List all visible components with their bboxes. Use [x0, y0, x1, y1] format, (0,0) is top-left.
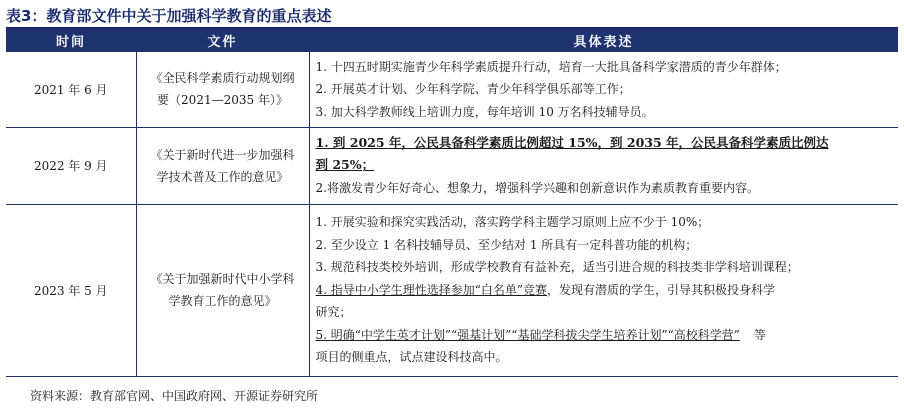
row-doc [136, 204, 309, 376]
desc-item [316, 324, 893, 347]
header-time: 时间 [6, 29, 136, 52]
header-doc: 文件 [136, 29, 309, 52]
doc-line: 学教育工作的意见》 [168, 294, 277, 308]
desc-item: 研究； [315, 305, 352, 320]
doc-line: 要（2021—2035 年）》 [157, 93, 288, 108]
table-row [6, 204, 898, 376]
table-row [6, 52, 898, 127]
desc-text: 等 [753, 327, 766, 342]
row-desc [309, 204, 898, 376]
table-row [6, 127, 898, 204]
header-desc: 具体表述 [309, 29, 898, 52]
desc-item-bold: 到 25%； [315, 157, 375, 173]
doc-line: 《全民科学素质行动规划纲 [150, 71, 295, 86]
source-note: 资料来源：教育部官网、中国政府网、开源证券研究所 [30, 389, 319, 403]
desc-item-bold: 1. 到 2025 年，公民具备科学素质比例超过 15%，到 2035 年，公民具备科学素质比例达 [315, 134, 829, 150]
row-time: 2021 年 6 月 [6, 52, 136, 127]
doc-line: 《关于新时代进一步加强科 [150, 147, 295, 162]
desc-item: 1. 开展实验和探究实践活动，落实跨学科主题学习原则上应不少于 10%； [315, 215, 710, 230]
row-desc [309, 52, 898, 127]
doc-line: 《关于加强新时代中小学科 [150, 272, 295, 286]
desc-item: 3. 加大科学教师线上培训力度，每年培训 10 万名科技辅导员。 [315, 104, 654, 119]
desc-item: 1. 十四五时期实施青少年科学素质提升行动，培育一大批具备科学家潜质的青少年群体； [315, 59, 787, 74]
policy-table [6, 29, 898, 377]
doc-line: 学技术普及工作的意见》 [156, 169, 289, 184]
table-title: 表3：教育部文件中关于加强科学教育的重点表述 [6, 7, 332, 25]
row-time: 2022 年 9 月 [6, 127, 136, 204]
table-header-row [6, 29, 898, 52]
row-doc [136, 52, 309, 127]
desc-item: 项目的侧重点，试点建设科技高中。 [315, 350, 508, 365]
desc-underlined: 4. 指导中小学生理性选择参加“白名单”竞赛 [315, 282, 548, 297]
desc-text: ，发现有潜质的学生，引导其积极投身科学 [547, 282, 776, 297]
desc-item: 2.将激发青少年好奇心、想象力，增强科学兴趣和创新意识作为素质教育重要内容。 [315, 180, 759, 195]
desc-item: 3. 规范科技类校外培训，形成学校教育有益补充，适当引进合规的科技类非学科培训课程； [315, 260, 799, 275]
row-doc [136, 127, 309, 204]
row-desc [309, 127, 898, 204]
desc-underlined: 5. 明确“中学生英才计划”“强基计划”“基础学科拔尖学生培养计划”“高校科学营” [315, 327, 740, 342]
desc-item [316, 279, 893, 302]
desc-item: 2. 至少设立 1 名科技辅导员、至少结对 1 所具有一定科普功能的机构； [315, 237, 698, 252]
desc-item: 2. 开展英才计划、少年科学院、青少年科学俱乐部等工作； [315, 82, 631, 96]
row-time: 2023 年 5 月 [6, 204, 136, 376]
